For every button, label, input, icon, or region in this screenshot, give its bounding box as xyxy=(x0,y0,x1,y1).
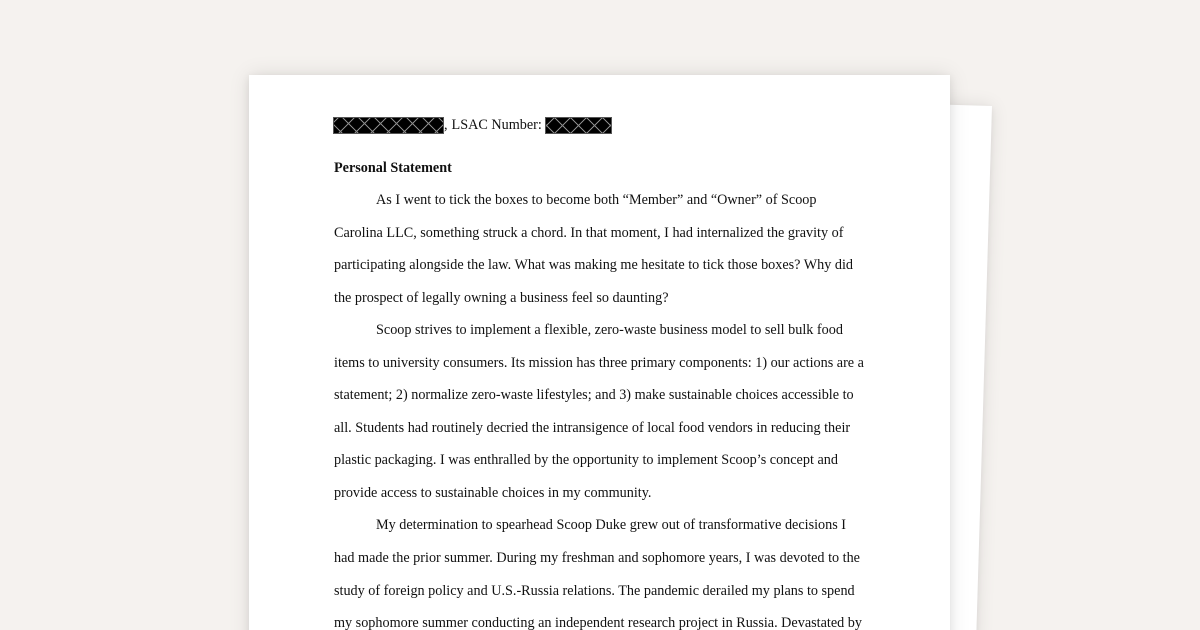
text-line: participating alongside the law. What was making me hesitate to tick those boxes? Why did xyxy=(334,257,854,274)
text-line: had made the prior summer. During my freshman and sophomore years, I was devoted to the xyxy=(334,550,860,567)
paragraph-first-line: Scoop strives to implement a flexible, zero-waste business model to sell bulk food xyxy=(376,322,843,339)
paragraph-first-line: My determination to spearhead Scoop Duke grew out of transformative decisions I xyxy=(376,517,847,534)
redacted-lsac-block xyxy=(545,117,612,134)
redacted-name-block xyxy=(333,117,444,134)
text-line: Carolina LLC, something struck a chord. In that moment, I had internalized the gravity of xyxy=(334,224,844,241)
text-line: provide access to sustainable choices in my community. xyxy=(334,484,652,501)
text-line: study of foreign policy and U.S.-Russia relations. The pandemic derailed my plans to spend xyxy=(334,582,855,599)
front-page xyxy=(249,75,950,630)
paragraph-first-line: As I went to tick the boxes to become both “Member” and “Owner” of Scoop xyxy=(376,192,817,208)
text-line: plastic packaging. I was enthralled by the opportunity to implement Scoop’s concept and xyxy=(334,452,838,469)
header-separator: , xyxy=(444,117,448,133)
document-text xyxy=(334,191,894,630)
text-line: the prospect of legally owning a business feel so daunting? xyxy=(334,289,669,306)
lsac-number-label: LSAC Number: xyxy=(451,117,542,133)
text-line: items to university consumers. Its mission has three primary components: 1) our actions are a xyxy=(334,354,864,371)
text-line: all. Students had routinely decried the intransigence of local food vendors in reducing their xyxy=(334,419,851,436)
document-header xyxy=(333,117,612,134)
text-line: my sophomore summer conducting an independent research project in Russia. Devastated by xyxy=(334,615,862,630)
document-title: Personal Statement xyxy=(334,160,452,176)
text-line: statement; 2) normalize zero-waste lifestyles; and 3) make sustainable choices accessible to xyxy=(334,387,854,404)
